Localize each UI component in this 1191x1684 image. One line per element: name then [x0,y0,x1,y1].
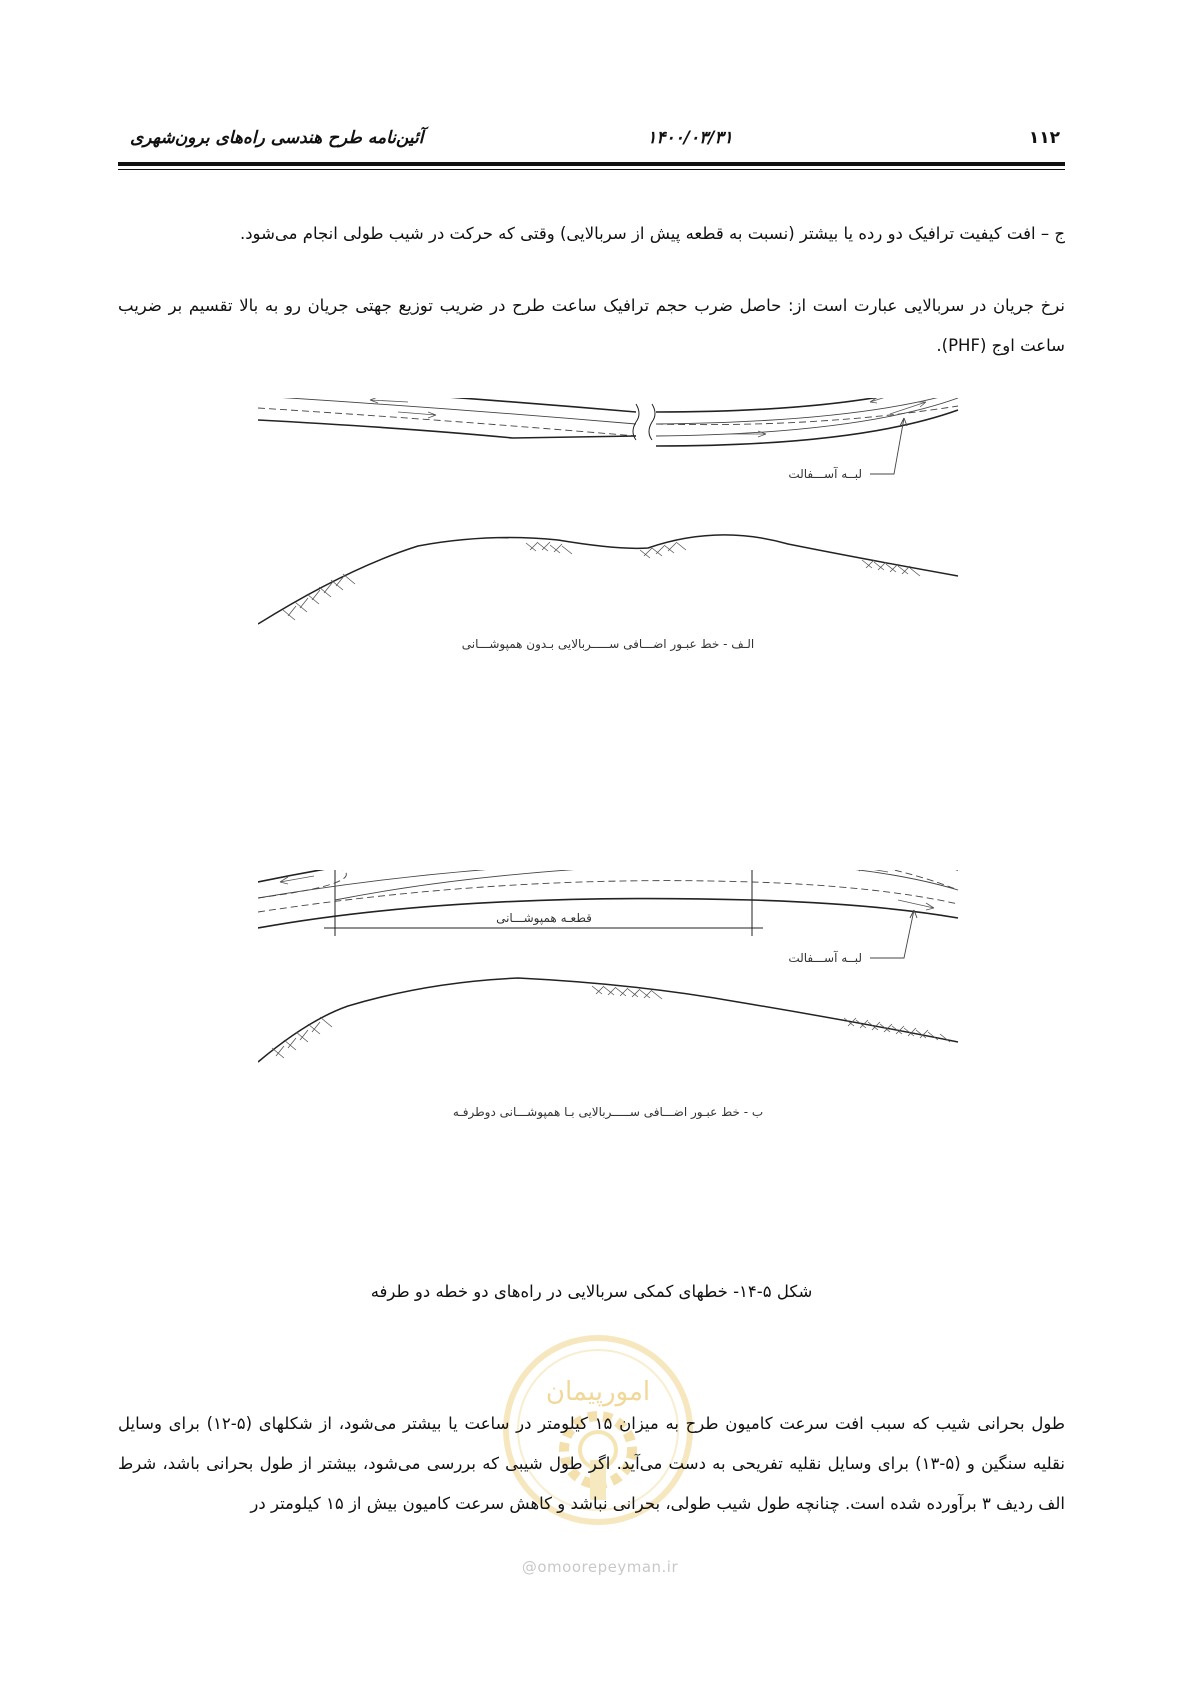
watermark-logo-text: امورپیمان [545,1377,651,1407]
figure-b-with-overlap [258,870,1038,1230]
header-title: آئین‌نامه طرح هندسی راه‌های برون‌شهری [130,128,424,148]
header-rule-thin [118,169,1065,170]
figure-a-caption: الـف - خط عبـور اضـــافی ســـــربالایی بـدون همپوشـــانی [461,637,755,651]
hatching [272,986,950,1058]
figure-a-no-overlap [258,398,1038,748]
figure-b-caption: ب - خط عبـور اضـــافی ســـــربالایی بـا همپوشـــانی دوطرفـه [452,1105,764,1119]
paragraph-c: ج – افت کیفیت ترافیک دو رده یا بیشتر (نسبت به قطعه پیش از سربالایی) وقتی که حرکت در شیب طولی انجام می‌شود. [239,224,1065,243]
hatching [283,542,920,620]
watermark-url: @omoorepeyman.ir [521,1558,679,1576]
header-date: ۱۴۰۰/۰۳/۳۱ [647,128,733,148]
figure-b-overlap-label: قطعـه همپوشـــانی [496,911,592,925]
figure-a-edge-label: لبــه آســـفالت [788,467,862,481]
page-number: ۱۱۲ [1028,128,1060,148]
figure-caption: شکل ۵-۱۴- خطهای کمکی سربالایی در راه‌های دو خطه دو طرفه [370,1282,813,1301]
header-rule-thick [118,162,1065,166]
figure-b-edge-label: لبــه آســـفالت [788,951,862,965]
paragraph-critical-length: طول بحرانی شیب که سبب افت سرعت کامیون طرح به میزان ۱۵ کیلومتر در ساعت یا بیشتر می‌شود، از شکلهای (۵-۱۲) برای وسایل نقلیه سنگین و (۵-۱۳) برای وسایل نقلیه تفریحی به دست می‌آید. اگر طول شیبی که بررسی می‌شود، بیشتر از طول بحرانی باشد، شرط الف ردیف ۳ برآورده شده است. چنانچه طول شیب طولی، بحرانی نباشد و کاهش سرعت کامیون بیش از ۱۵ کیلومتر در [118,1414,1065,1513]
paragraph-flow-rate: نرخ جریان در سربالایی عبارت است از: حاصل ضرب حجم ترافیک ساعت طرح در ضریب توزیع جهتی جریان رو به بالا تقسیم بر ضریب ساعت اوج (PHF). [118,296,1065,355]
